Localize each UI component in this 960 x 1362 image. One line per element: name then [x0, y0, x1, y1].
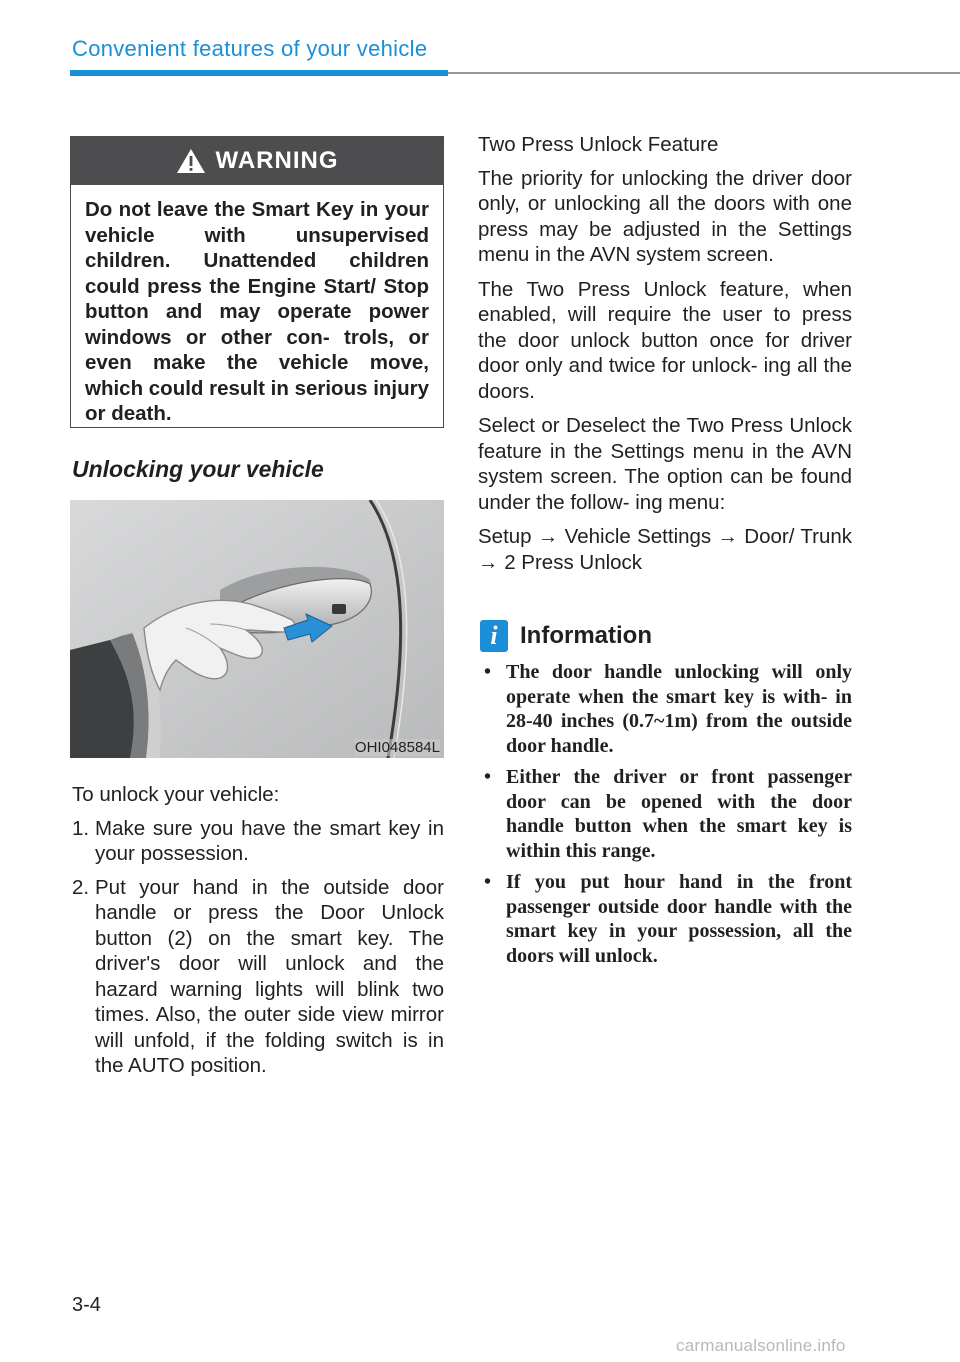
unlock-intro: To unlock your vehicle: — [72, 783, 280, 806]
info-icon: i — [480, 620, 508, 652]
section-heading: Unlocking your vehicle — [72, 456, 324, 482]
section-header-title: Convenient features of your vehicle — [72, 36, 428, 61]
hand-on-door-handle-image — [70, 500, 444, 758]
information-header — [480, 620, 652, 652]
warning-box — [70, 136, 444, 428]
header-rule-line — [448, 72, 960, 74]
list-item — [484, 765, 852, 863]
step-text: Make sure you have the smart key in your possession. — [95, 816, 444, 865]
list-item — [484, 870, 852, 968]
information-item-text: Either the driver or front passenger door can be opened with the door handle button when the smart key is within this range. — [506, 766, 852, 862]
image-code: OHI048584L — [354, 739, 440, 756]
bullet: • — [484, 661, 492, 683]
header-accent-bar — [70, 70, 448, 76]
list-item — [72, 816, 444, 867]
list-item — [484, 660, 852, 758]
information-title: Information — [520, 622, 652, 649]
two-press-title: Two Press Unlock Feature — [478, 133, 719, 156]
bullet: • — [484, 766, 492, 788]
information-list — [484, 660, 852, 975]
paragraph: Select or Deselect the Two Press Unlock feature in the Settings menu in the AVN system screen. The option can be found under the follow- ing menu: — [478, 414, 852, 514]
watermark: carmanualsonline.info — [676, 1336, 846, 1355]
warning-title: WARNING — [215, 147, 339, 174]
right-column — [478, 132, 852, 584]
warning-text: Do not leave the Smart Key in your vehicle with unsupervised children. Unattended children could press the Engine Start/ Stop button and may operate power windows or other con- trols, or even make the vehicle move, which could result in serious injury or death. — [85, 198, 430, 425]
step-text: Put your hand in the outside door handle or press the Door Unlock button (2) on the smart key. The driver's door will unlock and the hazard warning lights will blink two times. Also, the outer side view mirror will unfold, if the folding switch is in the AUTO position. — [95, 875, 444, 1077]
left-column — [72, 782, 444, 1087]
menu-path: Setup → Vehicle Settings → Door/ Trunk → 2 Press Unlock — [478, 525, 852, 574]
page-number: 3-4 — [72, 1294, 101, 1316]
bullet: • — [484, 871, 492, 893]
information-item-text: The door handle unlocking will only operate when the smart key is with- in 28-40 inches (0.7~1m) from the outside door handle. — [506, 661, 852, 757]
warning-triangle-icon — [176, 148, 206, 174]
step-number: 2. — [72, 875, 90, 899]
door-handle-illustration — [70, 500, 444, 758]
information-item-text: If you put hour hand in the front passenger outside door handle with the smart key in your possession, all the doors will unlock. — [506, 871, 852, 967]
warning-header — [71, 137, 443, 185]
step-number: 1. — [72, 816, 90, 840]
list-item — [72, 875, 444, 1079]
paragraph: The priority for unlocking the driver door only, or unlocking all the doors with one press may be adjusted in the Settings menu in the AVN system screen. — [478, 166, 852, 266]
paragraph: The Two Press Unlock feature, when enabled, will require the user to press the door unlock button once for driver door only and twice for unlock- ing all the doors. — [478, 277, 852, 403]
